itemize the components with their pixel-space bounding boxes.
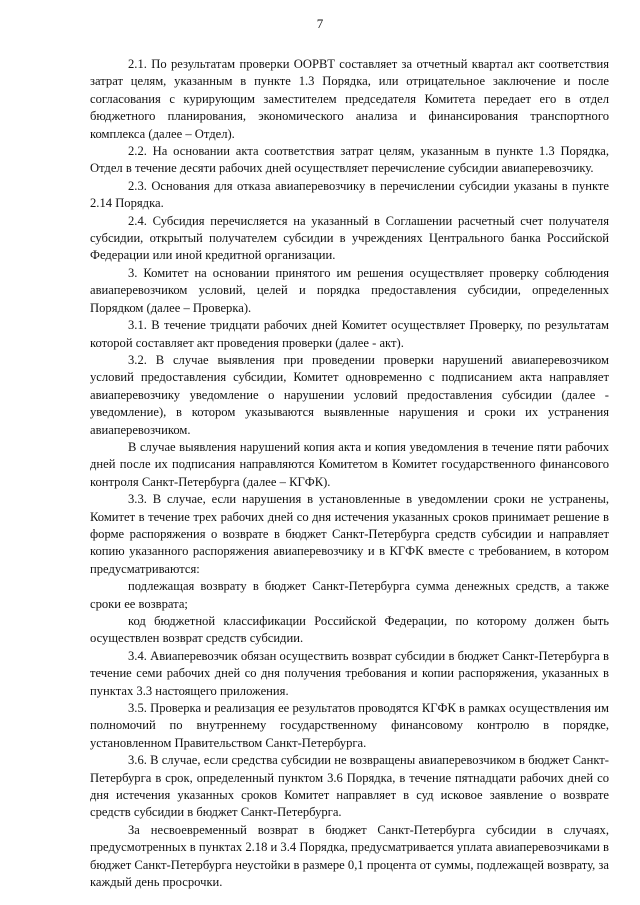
paragraph-2-3: 2.3. Основания для отказа авиаперевозчику в перечислении субсидии указаны в пункте 2.14 Порядка. [90, 178, 609, 211]
paragraph-refund-amount: подлежащая возврату в бюджет Санкт-Петербурга сумма денежных средств, а также сроки ее возврата; [90, 579, 609, 611]
paragraph-violations-copy: В случае выявления нарушений копия акта и копия уведомления в течение пяти рабочих дней после их подписания направляются Комитетом в Комитет государственного финансового контроля Санкт-Петербурга (далее – КГФК). [90, 439, 609, 489]
paragraph-2-4: 2.4. Субсидия перечисляется на указанный в Соглашении расчетный счет получателя субсидии, открытый получателем субсидии в учреждениях Центрального банка Российской Федерации или иной кредитной организации. [90, 213, 609, 263]
paragraph-3-1: 3.1. В течение тридцати рабочих дней Комитет осуществляет Проверку, по результатам которой составляет акт проведения проверки (далее - акт). [90, 318, 609, 350]
document-body [90, 56, 609, 892]
paragraph-3-5: 3.5. Проверка и реализация ее результатов проводятся КГФК в рамках осуществления им полномочий по внутреннему государственному финансовому контролю в порядке, установленном Правительством Санкт-Петербурга. [90, 701, 609, 750]
paragraph-budget-code: код бюджетной классификации Российской Федерации, по которому должен быть осуществлен возврат средств субсидии. [90, 614, 609, 646]
paragraph-2-1: 2.1. По результатам проверки ООРВТ составляет за отчетный квартал акт соответствия затрат целям, указанным в пункте 1.3 Порядка, или отрицательное заключение и после согласования с курирующим заместителем председателя Комитета передает его в отдел бюджетного планирования, экономического анализа и финансирования транспортного комплекса (далее – Отдел). [90, 57, 609, 141]
paragraph-3-4: 3.4. Авиаперевозчик обязан осуществить возврат субсидии в бюджет Санкт-Петербурга в течение семи рабочих дней со дня получения требования и копии распоряжения, указанных в пунктах 3.3 настоящего приложения. [90, 648, 609, 698]
paragraph-3: 3. Комитет на основании принятого им решения осуществляет проверку соблюдения авиаперевозчиком условий, целей и порядка предоставления субсидии, определенных Порядком (далее – Проверка). [90, 265, 609, 315]
page-number: 7 [316, 16, 324, 31]
paragraph-3-6: 3.6. В случае, если средства субсидии не возвращены авиаперевозчиком в бюджет Санкт-Петербурга в срок, определенный пунктом 3.6 Порядка, в течение пятнадцати рабочих дней со дня истечения указанных сроков Комитет направляет в суд исковое заявление о возврате средств субсидии в бюджет Санкт-Петербурга. [90, 753, 609, 820]
paragraph-2-2: 2.2. На основании акта соответствия затрат целям, указанным в пункте 1.3 Порядка, Отдел в течение десяти рабочих дней осуществляет перечисление субсидии авиаперевозчику. [90, 144, 609, 176]
paragraph-3-3: 3.3. В случае, если нарушения в установленные в уведомлении сроки не устранены, Комитет в течение трех рабочих дней со дня истечения указанных сроков принимает решение в форме распоряжения о возврате в бюджет Санкт-Петербурга средств субсидии и направляет копию указанного распоряжения авиаперевозчику и в КГФК вместе с требованием, в котором предусматриваются: [90, 492, 609, 576]
paragraph-3-2: 3.2. В случае выявления при проведении проверки нарушений авиаперевозчиком условий предоставления субсидии, Комитет одновременно с подписанием акта направляет авиаперевозчику уведомление о нарушении условий предоставления субсидии (далее - уведомление), в котором указываются выявленные нарушения и сроки их устранения авиаперевозчиком. [90, 352, 609, 437]
paragraph-penalty: За несвоевременный возврат в бюджет Санкт-Петербурга субсидии в случаях, предусмотренных в пунктах 2.18 и 3.4 Порядка, предусматривается уплата авиаперевозчиками в бюджет Санкт-Петербурга неустойки в размере 0,1 процента от суммы, подлежащей возврату, за каждый день просрочки. [90, 822, 609, 890]
